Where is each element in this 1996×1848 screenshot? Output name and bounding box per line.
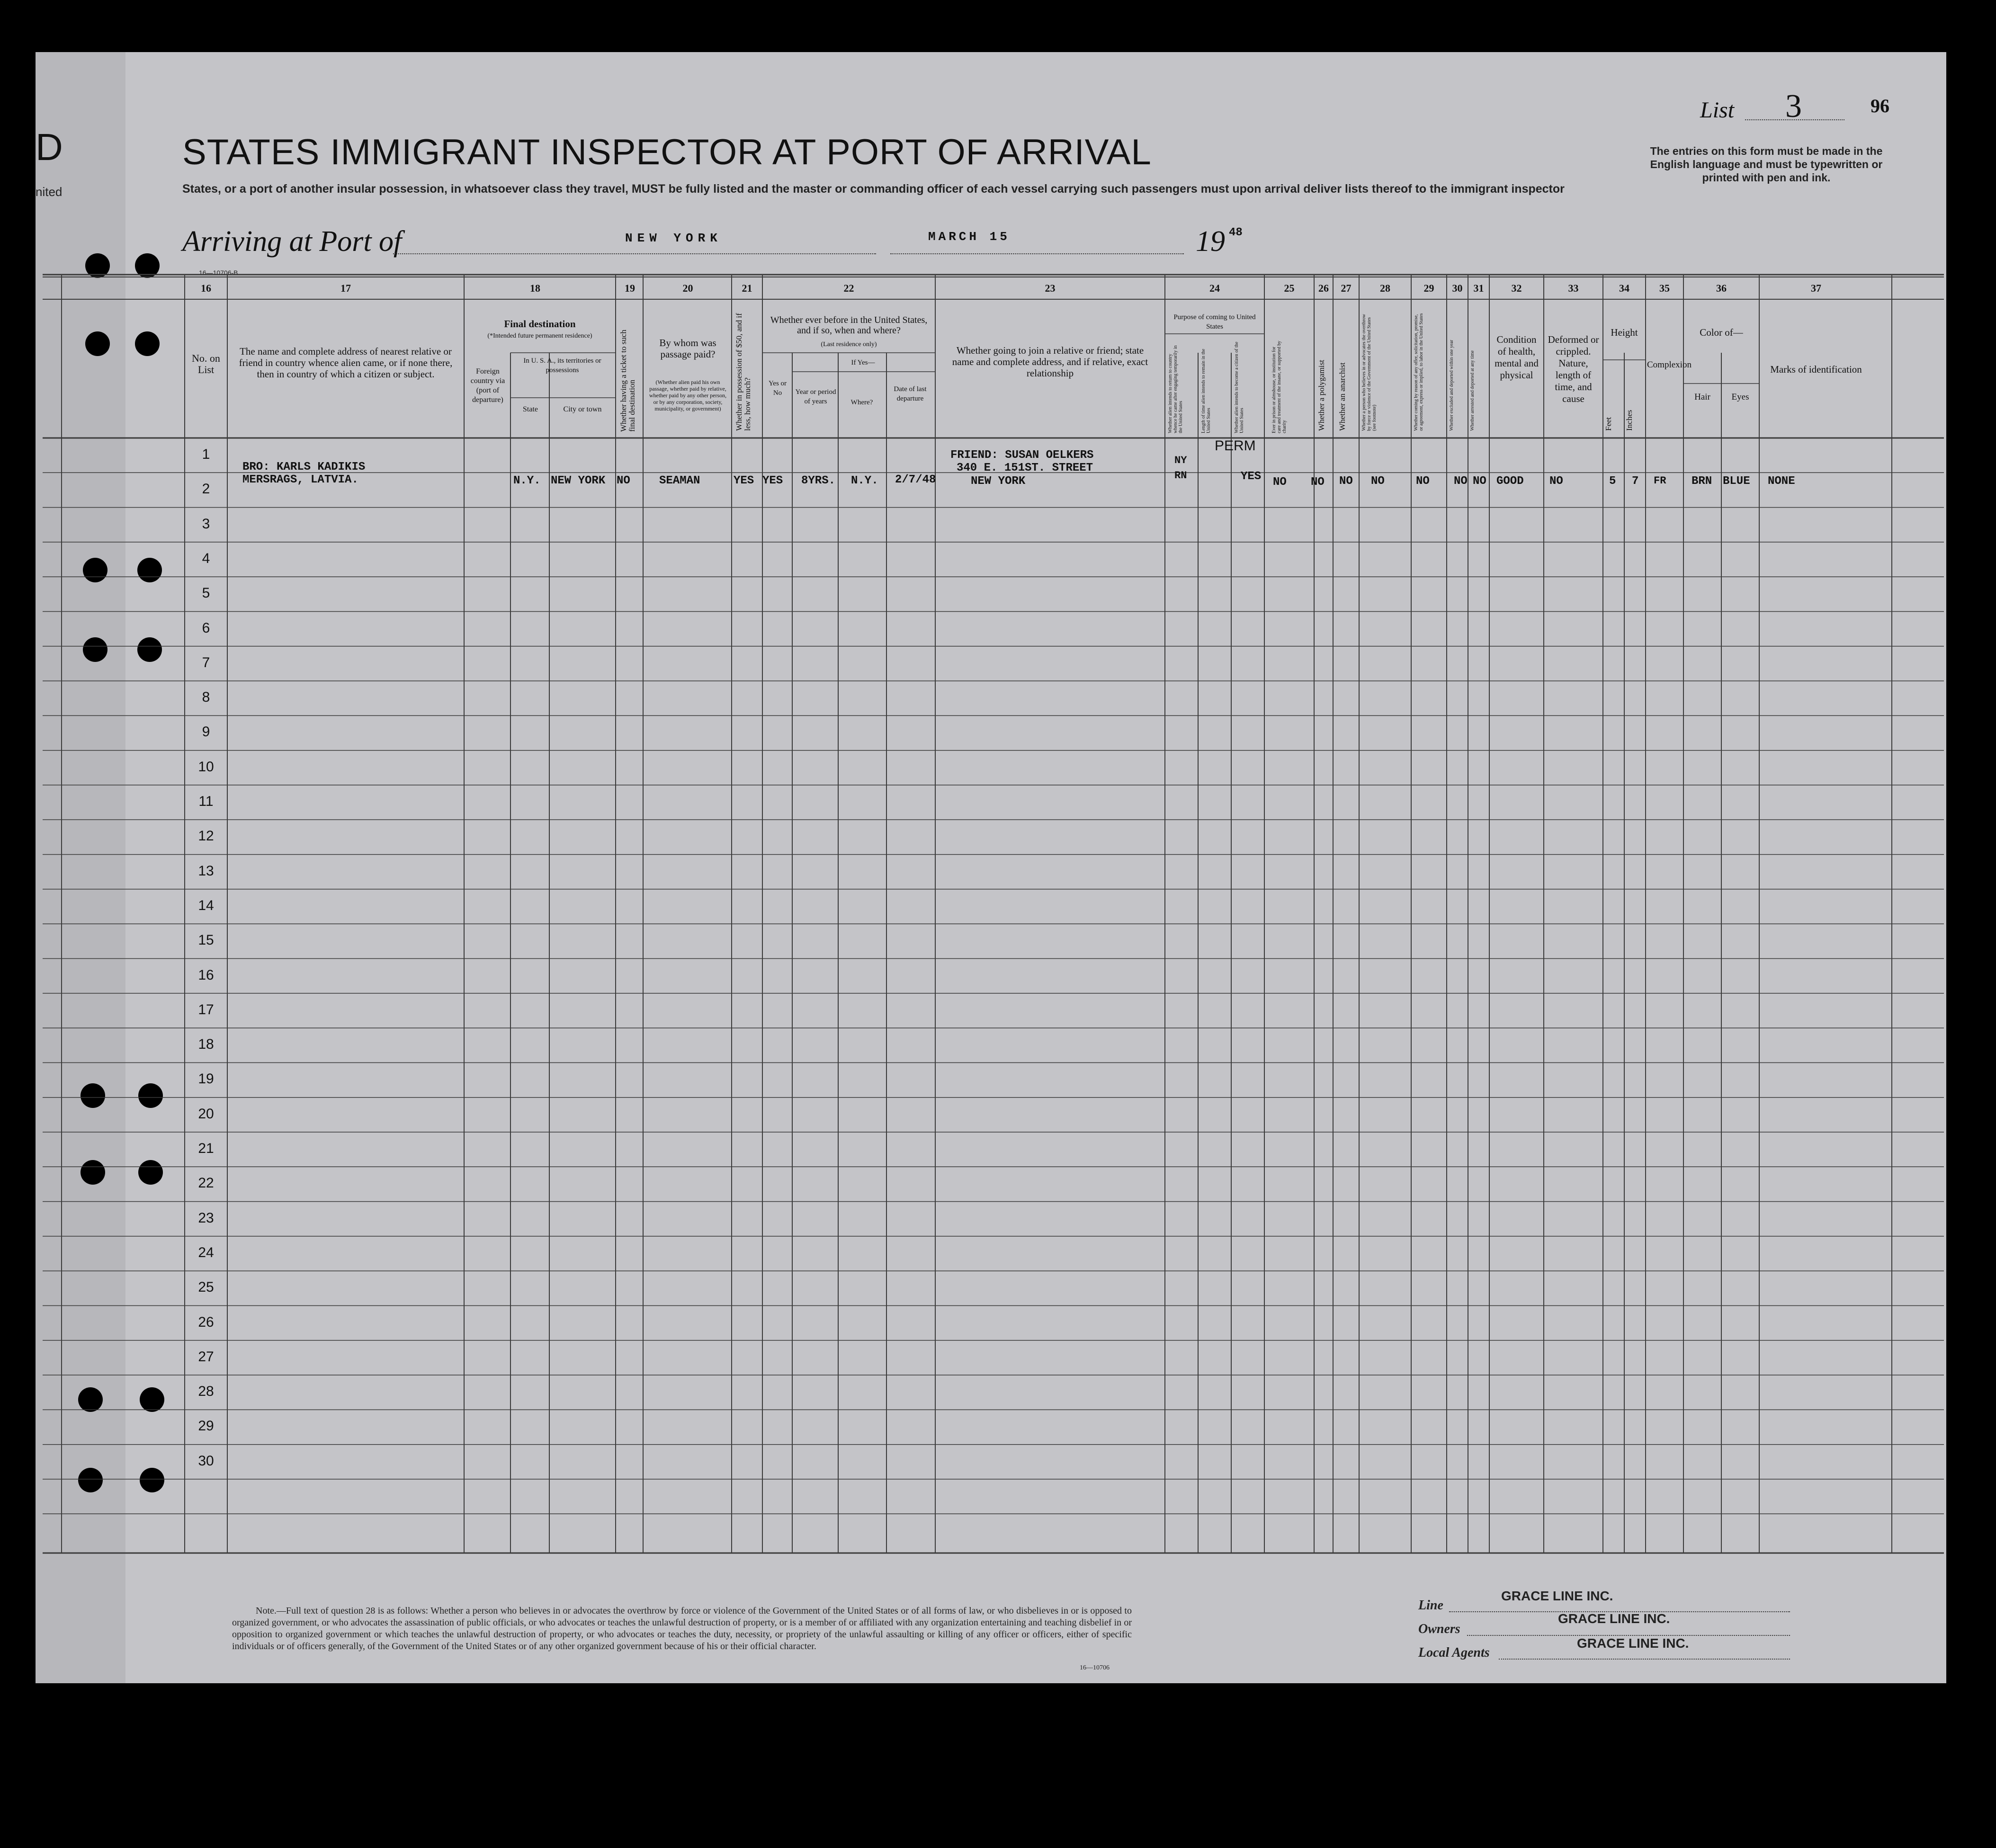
col-28-label: Whether a person who believes in or advocates the overthrow by force or violence of the Government of the United States (see footnote) [1361, 314, 1377, 431]
form-note: The entries on this form must be made in the English language and must be typewritten or printed with pen and ink. [1650, 145, 1883, 184]
col-31-num: 31 [1473, 282, 1484, 294]
col-32-label: Condition of health, mental and physical [1495, 334, 1539, 381]
row-number: 11 [198, 794, 214, 809]
col-22-period: Year or period of years [795, 388, 836, 405]
col-20-label: By whom was passage paid? [659, 337, 716, 360]
col-25-label: Ever in prison or almshouse, or institution for care and treatment of the insane, or supported by charity [1271, 340, 1287, 433]
col-36-eyes: Eyes [1731, 392, 1749, 402]
footnote: Note.—Full text of question 28 is as follows: Whether a person who believes in or advocates the overthrow by force or violence of the Government of the United States or of all forms of law, or who disbelieves in or is opposed to organized government, or who advocates the assassination of public officials, or who advocates or teaches the unlawful destruction of property, or is a member of or affiliated with any organization entertaining and teaching disbelief in or opposition to organized government or which teaches the unlawful destruction of property, or who advocates or teaches the duty, necessity, or propriety of the unlawful assaulting or killing of any officer or officers, either of specific individuals or of officers generally, of the Government of the United States or of any other organized government because of his or their official character. [232, 1606, 1132, 1652]
arrested-value: NO [1473, 475, 1486, 488]
row-number: 10 [198, 759, 214, 775]
col-22-where: Where? [850, 399, 873, 406]
row-number: 22 [198, 1175, 214, 1191]
departure-value: 2/7/48 [895, 473, 936, 486]
purpose-a: NY [1174, 455, 1187, 466]
row-number: 8 [202, 689, 210, 705]
col-18-foreign: Foreign country via (port of departure) [470, 367, 505, 404]
col-36-hair: Hair [1694, 392, 1710, 402]
col-27-num: 27 [1341, 282, 1352, 294]
col-30-label: Whether excluded and deported within one year [1449, 339, 1454, 431]
col-36-num: 36 [1716, 282, 1727, 294]
row-number: 25 [198, 1279, 214, 1295]
row-number: 17 [198, 1001, 214, 1018]
col-17-num: 17 [340, 282, 351, 294]
col-26-num: 26 [1318, 282, 1329, 294]
deformed-value: NO [1549, 475, 1563, 488]
col-16-label: No. on List [192, 352, 220, 375]
relative-line1: BRO: KARLS KADIKIS [242, 461, 366, 473]
row-number: 3 [202, 516, 210, 532]
list-label: List [1700, 98, 1735, 123]
row-number: 26 [198, 1314, 214, 1330]
row-number: 18 [198, 1036, 214, 1053]
port-value: NEW YORK [625, 231, 722, 245]
prison-value: NO [1273, 476, 1287, 489]
left-edge-text: nited [36, 185, 63, 199]
marks-value: NONE [1768, 475, 1795, 488]
feet-value: 5 [1609, 475, 1616, 488]
col-33-num: 33 [1568, 282, 1579, 294]
col-18-state: State [523, 405, 538, 413]
row-number: 20 [198, 1106, 214, 1122]
fifty-value: YES [734, 474, 754, 487]
polygamist-value: NO [1311, 476, 1325, 489]
date-value: MARCH 15 [928, 230, 1010, 244]
purpose-a2: RN [1174, 470, 1187, 482]
row-number: 4 [202, 550, 210, 566]
col-24-num: 24 [1209, 282, 1220, 294]
col-37-label: Marks of identification [1770, 364, 1862, 375]
ticket-value: NO [617, 474, 630, 487]
row-number: 2 [202, 481, 210, 497]
row-number: 6 [202, 620, 210, 636]
state-value: N.Y. [513, 474, 541, 487]
list-number: 3 [1785, 88, 1802, 125]
col-24-label: Purpose of coming to United States [1173, 313, 1256, 330]
col-21-num: 21 [742, 282, 752, 294]
col-30-num: 30 [1452, 282, 1463, 294]
col-17-label: The name and complete address of nearest relative or friend in country whence alien came, or if none there, then in country of which a citizen or subject. [239, 346, 453, 380]
period-value: 8YRS. [801, 474, 836, 487]
row-number: 12 [198, 828, 214, 844]
left-edge-letter: D [36, 126, 63, 168]
col-16-num: 16 [201, 282, 211, 294]
col-34-inches: Inches [1625, 410, 1634, 431]
row-number: 7 [202, 654, 210, 670]
row-number: 13 [198, 863, 214, 879]
purpose-c: YES [1241, 470, 1262, 483]
hair-value: BRN [1692, 475, 1712, 488]
col-34-label: Height [1611, 327, 1638, 338]
purpose-b: PERM [1215, 438, 1256, 454]
col-26-label: Whether a polygamist [1317, 359, 1326, 431]
complexion-value: FR [1654, 475, 1666, 487]
col-22-yesno: Yes or No [768, 380, 787, 397]
join-line1: FRIEND: SUSAN OELKERS [950, 449, 1094, 462]
row-number: 19 [198, 1071, 214, 1087]
col-21-label: Whether in possession of $50, and if less, how much? [734, 313, 752, 431]
arriving-label: Arriving at Port of [182, 225, 402, 258]
anarchist-value: NO [1339, 475, 1353, 488]
col-34-feet: Feet [1604, 417, 1613, 431]
row-number: 30 [198, 1453, 214, 1469]
row-number: 27 [198, 1348, 214, 1365]
where-value: N.Y. [851, 474, 878, 487]
col-24-c: Whether alien intends to become a citizen of the United States [1234, 341, 1244, 433]
col-35-label: Complexion [1647, 360, 1692, 370]
col-28-num: 28 [1380, 282, 1390, 294]
col-32-num: 32 [1511, 282, 1522, 294]
owners-value: GRACE LINE INC. [1558, 1611, 1670, 1626]
row-number: 5 [202, 585, 210, 601]
col-22-departure: Date of last departure [894, 385, 927, 402]
row-number: 14 [198, 897, 214, 913]
owners-label: Owners [1418, 1622, 1460, 1636]
agents-value: GRACE LINE INC. [1577, 1636, 1689, 1651]
col-33-label: Deformed or crippled. Nature, length of time, and cause [1548, 334, 1599, 404]
excluded-value: NO [1454, 475, 1468, 488]
before-value: YES [762, 474, 783, 487]
col-36-label: Color of— [1700, 327, 1743, 338]
col-18-sub: (*Intended future permanent residence) [487, 332, 592, 339]
row-number: 1 [202, 446, 210, 462]
col-22-num: 22 [843, 282, 854, 294]
relative-line2: MERSRAGS, LATVIA. [242, 473, 358, 486]
row-number: 15 [198, 932, 214, 948]
col-37-num: 37 [1811, 282, 1821, 294]
overthrow-value: NO [1371, 475, 1385, 488]
labor-value: NO [1416, 475, 1430, 488]
col-18-city: City or town [563, 405, 602, 413]
col-18-label: Final destination [504, 318, 576, 330]
col-31-label: Whether arrested and deported at any time [1470, 350, 1475, 431]
col-20-num: 20 [682, 282, 693, 294]
col-18-usa: In U. S. A., its territories or possessions [523, 357, 601, 374]
line-label: Line [1418, 1598, 1443, 1613]
col-20-sub: (Whether alien paid his own passage, whether paid by relative, whether paid by any other person, or by any corporation, society, municipality, or government) [649, 379, 727, 412]
year-prefix: 19 [1196, 225, 1225, 258]
row-number: 21 [198, 1141, 214, 1156]
agents-label: Local Agents [1418, 1645, 1490, 1660]
col-22-ifyes: If Yes— [851, 359, 875, 366]
join-line2: 340 E. 151ST. STREET [957, 462, 1093, 474]
row-number: 9 [202, 724, 210, 740]
row-number: 23 [198, 1210, 214, 1226]
col-23-label: Whether going to join a relative or friend; state name and complete address, and if relative, exact relationship [952, 345, 1148, 379]
join-line3: NEW YORK [971, 475, 1026, 488]
col-34-num: 34 [1619, 282, 1629, 294]
col-29-num: 29 [1423, 282, 1434, 294]
col-25-num: 25 [1284, 282, 1295, 294]
form-code: 16—10706-B [199, 269, 238, 277]
form-title: STATES IMMIGRANT INSPECTOR AT PORT OF ARRIVAL [182, 132, 1152, 172]
col-23-num: 23 [1045, 282, 1056, 294]
passage-value: SEAMAN [659, 474, 700, 487]
inches-value: 7 [1632, 475, 1639, 488]
year-suffix: 48 [1229, 226, 1243, 239]
row-number: 24 [198, 1244, 214, 1260]
col-22-sub: (Last residence only) [821, 341, 877, 348]
city-value: NEW YORK [551, 474, 606, 487]
row-number: 16 [198, 967, 214, 983]
row-number: 28 [198, 1384, 214, 1400]
col-19-label: Whether having a ticket to such final destination [619, 330, 636, 432]
line-value: GRACE LINE INC. [1501, 1589, 1613, 1603]
agents-rule [1499, 1659, 1790, 1660]
eyes-value: BLUE [1723, 475, 1750, 488]
form-subtitle: States, or a port of another insular possession, in whatsoever class they travel, MUST be fully listed and the master or commanding officer of each vessel carrying such passengers must upon arrival deliver lists thereof to the immigrant inspector [182, 182, 1565, 196]
col-22-label: Whether ever before in the United States, and if so, when and where? [770, 315, 928, 336]
health-value: GOOD [1496, 475, 1524, 488]
col-24-b: Length of time alien intends to remain in the United States [1201, 348, 1211, 433]
row-number: 29 [198, 1418, 214, 1434]
col-29-label: Whether coming by reason of any offer, solicitation, promise, or agreement, express or implied, to labor in the United States [1414, 313, 1424, 431]
col-19-num: 19 [625, 282, 635, 294]
col-35-num: 35 [1659, 282, 1670, 294]
col-24-a: Whether alien intends to return to country whence he came after engaging temporarily in the United States [1168, 345, 1183, 433]
col-18-num: 18 [530, 282, 540, 294]
page-number: 96 [1871, 95, 1889, 116]
footer-code: 16—10706 [1080, 1664, 1110, 1671]
col-27-label: Whether an anarchist [1338, 362, 1347, 431]
